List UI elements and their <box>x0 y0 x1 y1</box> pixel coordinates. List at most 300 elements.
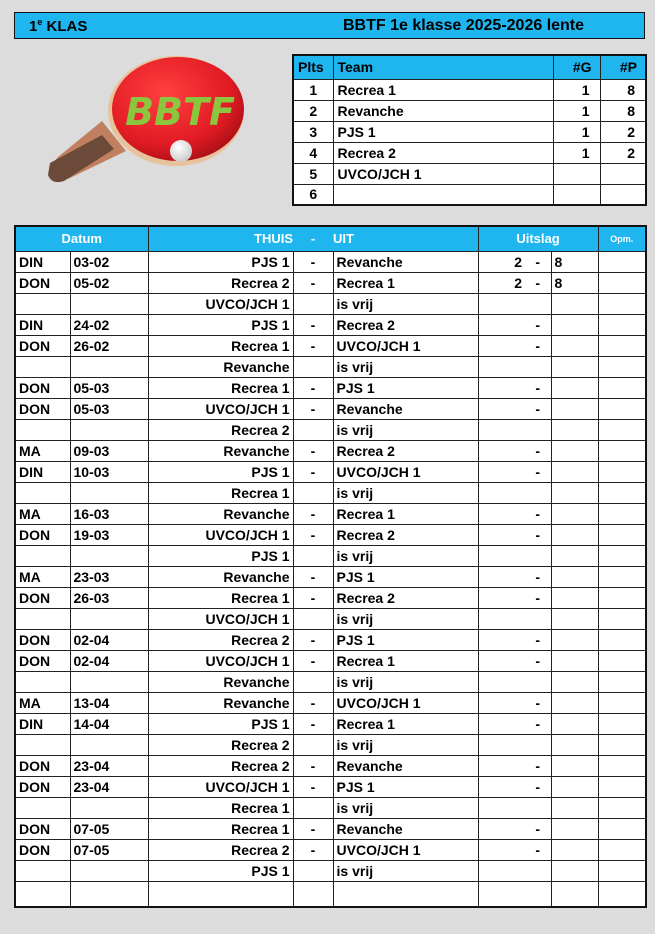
match-date: 24-02 <box>70 314 148 335</box>
match-separator: - <box>293 377 333 398</box>
score-away <box>551 398 598 419</box>
score-home <box>478 881 525 907</box>
home-team: PJS 1 <box>148 314 293 335</box>
match-separator <box>293 356 333 377</box>
match-day <box>15 671 70 692</box>
schedule-row <box>15 608 646 629</box>
away-team: is vrij <box>333 860 478 881</box>
match-day <box>15 608 70 629</box>
match-day: DON <box>15 629 70 650</box>
schedule-row <box>15 461 646 482</box>
away-team: Revanche <box>333 251 478 272</box>
score-home <box>478 419 525 440</box>
match-date: 23-04 <box>70 755 148 776</box>
score-away <box>551 293 598 314</box>
remark <box>598 482 646 503</box>
schedule-row <box>15 272 646 293</box>
score-home <box>478 293 525 314</box>
score-dash <box>525 356 551 377</box>
match-date: 23-03 <box>70 566 148 587</box>
schedule-row <box>15 335 646 356</box>
score-away <box>551 818 598 839</box>
score-dash: - <box>525 776 551 797</box>
standings-points: 8 <box>600 79 646 100</box>
match-day: MA <box>15 566 70 587</box>
remark <box>598 335 646 356</box>
remark <box>598 440 646 461</box>
schedule-row <box>15 524 646 545</box>
score-home <box>478 818 525 839</box>
score-home <box>478 524 525 545</box>
standings-team: Recrea 2 <box>333 142 553 163</box>
score-home: 2 <box>478 272 525 293</box>
match-day: DON <box>15 650 70 671</box>
match-day: DIN <box>15 461 70 482</box>
page-title: BBTF 1e klasse 2025-2026 lente <box>343 17 585 34</box>
score-dash <box>525 671 551 692</box>
score-home <box>478 461 525 482</box>
match-date: 09-03 <box>70 440 148 461</box>
match-separator: - <box>293 587 333 608</box>
home-team: UVCO/JCH 1 <box>148 293 293 314</box>
match-separator: - <box>293 713 333 734</box>
remark <box>598 797 646 818</box>
score-home <box>478 314 525 335</box>
away-team: UVCO/JCH 1 <box>333 461 478 482</box>
home-team: UVCO/JCH 1 <box>148 650 293 671</box>
col-plts: Plts <box>293 55 333 79</box>
match-separator: - <box>293 755 333 776</box>
remark <box>598 734 646 755</box>
schedule-row <box>15 482 646 503</box>
match-day: MA <box>15 440 70 461</box>
score-away <box>551 461 598 482</box>
schedule-row <box>15 734 646 755</box>
standings-games <box>553 184 600 205</box>
away-team: is vrij <box>333 482 478 503</box>
match-separator: - <box>293 251 333 272</box>
score-dash: - <box>525 650 551 671</box>
match-separator: - <box>293 335 333 356</box>
match-separator: - <box>293 524 333 545</box>
remark <box>598 818 646 839</box>
score-home <box>478 566 525 587</box>
schedule-row <box>15 587 646 608</box>
match-date: 03-02 <box>70 251 148 272</box>
home-team: Recrea 1 <box>148 377 293 398</box>
score-dash <box>525 797 551 818</box>
col-datum: Datum <box>15 226 148 251</box>
away-team: Revanche <box>333 818 478 839</box>
remark <box>598 356 646 377</box>
remark <box>598 860 646 881</box>
score-home <box>478 734 525 755</box>
away-team: UVCO/JCH 1 <box>333 839 478 860</box>
score-home <box>478 713 525 734</box>
home-team: PJS 1 <box>148 461 293 482</box>
schedule-row <box>15 440 646 461</box>
score-home <box>478 440 525 461</box>
match-date: 14-04 <box>70 713 148 734</box>
score-away <box>551 314 598 335</box>
score-dash: - <box>525 713 551 734</box>
remark <box>598 293 646 314</box>
match-separator: - <box>293 272 333 293</box>
col-opm: Opm. <box>598 226 646 251</box>
remark <box>598 524 646 545</box>
standings-row <box>293 142 646 163</box>
score-dash: - <box>525 461 551 482</box>
home-team: Recrea 1 <box>148 482 293 503</box>
away-team <box>333 881 478 907</box>
remark <box>598 629 646 650</box>
score-home <box>478 587 525 608</box>
remark <box>598 776 646 797</box>
score-dash: - <box>525 755 551 776</box>
standings-games: 1 <box>553 100 600 121</box>
home-team: UVCO/JCH 1 <box>148 776 293 797</box>
score-home <box>478 860 525 881</box>
match-date <box>70 734 148 755</box>
score-dash: - <box>525 251 551 272</box>
remark <box>598 671 646 692</box>
score-dash <box>525 881 551 907</box>
score-away <box>551 356 598 377</box>
schedule-row <box>15 314 646 335</box>
match-day <box>15 797 70 818</box>
schedule-row <box>15 377 646 398</box>
match-day: DIN <box>15 314 70 335</box>
away-team: Recrea 2 <box>333 440 478 461</box>
match-day: DON <box>15 818 70 839</box>
schedule-row <box>15 650 646 671</box>
remark <box>598 839 646 860</box>
away-team: is vrij <box>333 545 478 566</box>
match-date: 13-04 <box>70 692 148 713</box>
score-home <box>478 650 525 671</box>
score-away: 8 <box>551 251 598 272</box>
away-team: Recrea 1 <box>333 650 478 671</box>
schedule-row <box>15 293 646 314</box>
match-date <box>70 356 148 377</box>
match-date: 05-03 <box>70 398 148 419</box>
match-day: DON <box>15 398 70 419</box>
score-dash: - <box>525 314 551 335</box>
score-away <box>551 482 598 503</box>
match-separator: - <box>293 692 333 713</box>
score-dash <box>525 545 551 566</box>
standings-points <box>600 184 646 205</box>
match-date <box>70 671 148 692</box>
col-points: #P <box>600 55 646 79</box>
score-dash: - <box>525 377 551 398</box>
score-dash: - <box>525 629 551 650</box>
standings-team: UVCO/JCH 1 <box>333 163 553 184</box>
schedule-row <box>15 860 646 881</box>
score-home <box>478 608 525 629</box>
score-away <box>551 734 598 755</box>
score-dash: - <box>525 440 551 461</box>
match-date <box>70 419 148 440</box>
away-team: is vrij <box>333 293 478 314</box>
score-away <box>551 713 598 734</box>
schedule-row <box>15 713 646 734</box>
score-away: 8 <box>551 272 598 293</box>
standings-table <box>292 54 647 206</box>
match-separator: - <box>293 440 333 461</box>
score-dash <box>525 860 551 881</box>
score-away <box>551 566 598 587</box>
standings-team: PJS 1 <box>333 121 553 142</box>
class-label <box>29 17 87 35</box>
match-date: 05-02 <box>70 272 148 293</box>
score-home <box>478 692 525 713</box>
schedule-row <box>15 398 646 419</box>
away-team: Recrea 1 <box>333 713 478 734</box>
match-date: 05-03 <box>70 377 148 398</box>
schedule-row <box>15 797 646 818</box>
remark <box>598 587 646 608</box>
match-separator: - <box>293 314 333 335</box>
score-home <box>478 755 525 776</box>
remark <box>598 272 646 293</box>
score-home <box>478 797 525 818</box>
standings-position: 5 <box>293 163 333 184</box>
match-day: DON <box>15 776 70 797</box>
away-team: PJS 1 <box>333 776 478 797</box>
match-separator <box>293 671 333 692</box>
home-team: Recrea 1 <box>148 335 293 356</box>
class-number: 1 <box>29 18 38 35</box>
schedule-row <box>15 545 646 566</box>
schedule-row <box>15 251 646 272</box>
home-team: Recrea 1 <box>148 797 293 818</box>
score-dash <box>525 734 551 755</box>
home-team: Recrea 2 <box>148 755 293 776</box>
standings-points <box>600 163 646 184</box>
score-away <box>551 629 598 650</box>
match-date <box>70 608 148 629</box>
match-date <box>70 797 148 818</box>
match-day: DON <box>15 755 70 776</box>
schedule-row <box>15 881 646 907</box>
match-date: 26-03 <box>70 587 148 608</box>
home-team: Recrea 2 <box>148 419 293 440</box>
score-home <box>478 629 525 650</box>
home-team: Recrea 1 <box>148 587 293 608</box>
schedule-header-row <box>15 226 646 251</box>
match-date: 02-04 <box>70 629 148 650</box>
score-home: 2 <box>478 251 525 272</box>
standings-position: 1 <box>293 79 333 100</box>
standings-header-row <box>293 55 646 79</box>
col-sep: - <box>293 226 333 251</box>
home-team: PJS 1 <box>148 545 293 566</box>
score-away <box>551 440 598 461</box>
match-day: DIN <box>15 713 70 734</box>
match-day <box>15 356 70 377</box>
standings-position: 3 <box>293 121 333 142</box>
match-date: 07-05 <box>70 818 148 839</box>
match-date: 16-03 <box>70 503 148 524</box>
col-team: Team <box>333 55 553 79</box>
schedule-row <box>15 629 646 650</box>
home-team: Recrea 2 <box>148 272 293 293</box>
score-dash: - <box>525 692 551 713</box>
match-separator <box>293 881 333 907</box>
score-away <box>551 587 598 608</box>
header-bar <box>14 12 645 39</box>
match-day: DIN <box>15 251 70 272</box>
away-team: Recrea 1 <box>333 272 478 293</box>
score-dash <box>525 482 551 503</box>
match-day: DON <box>15 335 70 356</box>
home-team: UVCO/JCH 1 <box>148 524 293 545</box>
home-team: Revanche <box>148 503 293 524</box>
match-separator: - <box>293 566 333 587</box>
score-dash: - <box>525 587 551 608</box>
score-home <box>478 356 525 377</box>
score-dash <box>525 419 551 440</box>
ball-icon <box>170 140 192 162</box>
home-team: Revanche <box>148 356 293 377</box>
away-team: Revanche <box>333 755 478 776</box>
col-thuis: THUIS <box>148 226 293 251</box>
standings-position: 2 <box>293 100 333 121</box>
away-team: Recrea 2 <box>333 524 478 545</box>
match-separator <box>293 797 333 818</box>
home-team: UVCO/JCH 1 <box>148 608 293 629</box>
schedule-row <box>15 419 646 440</box>
remark <box>598 881 646 907</box>
score-dash: - <box>525 503 551 524</box>
score-away <box>551 335 598 356</box>
standings-position: 4 <box>293 142 333 163</box>
remark <box>598 650 646 671</box>
remark <box>598 251 646 272</box>
standings-team: Recrea 1 <box>333 79 553 100</box>
match-day <box>15 293 70 314</box>
match-day <box>15 860 70 881</box>
score-dash <box>525 608 551 629</box>
home-team: Revanche <box>148 692 293 713</box>
score-home <box>478 671 525 692</box>
match-date: 26-02 <box>70 335 148 356</box>
remark <box>598 461 646 482</box>
home-team: Recrea 2 <box>148 839 293 860</box>
match-date: 07-05 <box>70 839 148 860</box>
schedule-row <box>15 566 646 587</box>
match-separator <box>293 734 333 755</box>
class-word: KLAS <box>46 18 88 35</box>
standings-points: 8 <box>600 100 646 121</box>
standings-games: 1 <box>553 121 600 142</box>
away-team: PJS 1 <box>333 629 478 650</box>
remark <box>598 503 646 524</box>
class-superscript: e <box>37 17 43 27</box>
match-day <box>15 545 70 566</box>
match-day: MA <box>15 692 70 713</box>
home-team: Revanche <box>148 566 293 587</box>
match-day <box>15 419 70 440</box>
away-team: is vrij <box>333 608 478 629</box>
score-away <box>551 797 598 818</box>
away-team: is vrij <box>333 671 478 692</box>
standings-row <box>293 184 646 205</box>
match-separator <box>293 860 333 881</box>
score-home <box>478 839 525 860</box>
match-separator <box>293 293 333 314</box>
score-dash: - <box>525 839 551 860</box>
score-away <box>551 671 598 692</box>
schedule-row <box>15 755 646 776</box>
standings-row <box>293 100 646 121</box>
match-separator <box>293 482 333 503</box>
score-away <box>551 776 598 797</box>
score-away <box>551 650 598 671</box>
away-team: is vrij <box>333 356 478 377</box>
match-separator: - <box>293 839 333 860</box>
match-day: DON <box>15 272 70 293</box>
home-team: Revanche <box>148 440 293 461</box>
remark <box>598 377 646 398</box>
remark <box>598 566 646 587</box>
match-day: DON <box>15 524 70 545</box>
away-team: is vrij <box>333 797 478 818</box>
remark <box>598 713 646 734</box>
score-dash: - <box>525 272 551 293</box>
schedule-row <box>15 776 646 797</box>
match-separator: - <box>293 776 333 797</box>
away-team: Recrea 2 <box>333 314 478 335</box>
remark <box>598 398 646 419</box>
match-date <box>70 881 148 907</box>
match-day: MA <box>15 503 70 524</box>
score-home <box>478 482 525 503</box>
away-team: PJS 1 <box>333 566 478 587</box>
score-away <box>551 692 598 713</box>
col-uitslag: Uitslag <box>478 226 598 251</box>
home-team: UVCO/JCH 1 <box>148 398 293 419</box>
match-separator: - <box>293 503 333 524</box>
schedule-row <box>15 692 646 713</box>
match-date: 23-04 <box>70 776 148 797</box>
away-team: Recrea 1 <box>333 503 478 524</box>
match-date: 02-04 <box>70 650 148 671</box>
score-dash: - <box>525 398 551 419</box>
score-home <box>478 377 525 398</box>
standings-games <box>553 163 600 184</box>
home-team: PJS 1 <box>148 860 293 881</box>
away-team: is vrij <box>333 419 478 440</box>
score-dash <box>525 293 551 314</box>
home-team: PJS 1 <box>148 713 293 734</box>
home-team <box>148 881 293 907</box>
match-separator <box>293 608 333 629</box>
schedule-table <box>14 225 647 908</box>
match-separator <box>293 545 333 566</box>
score-away <box>551 839 598 860</box>
match-date <box>70 293 148 314</box>
remark <box>598 419 646 440</box>
match-date <box>70 545 148 566</box>
standings-row <box>293 163 646 184</box>
score-away <box>551 419 598 440</box>
score-dash: - <box>525 818 551 839</box>
score-away <box>551 524 598 545</box>
schedule-row <box>15 503 646 524</box>
match-date: 10-03 <box>70 461 148 482</box>
